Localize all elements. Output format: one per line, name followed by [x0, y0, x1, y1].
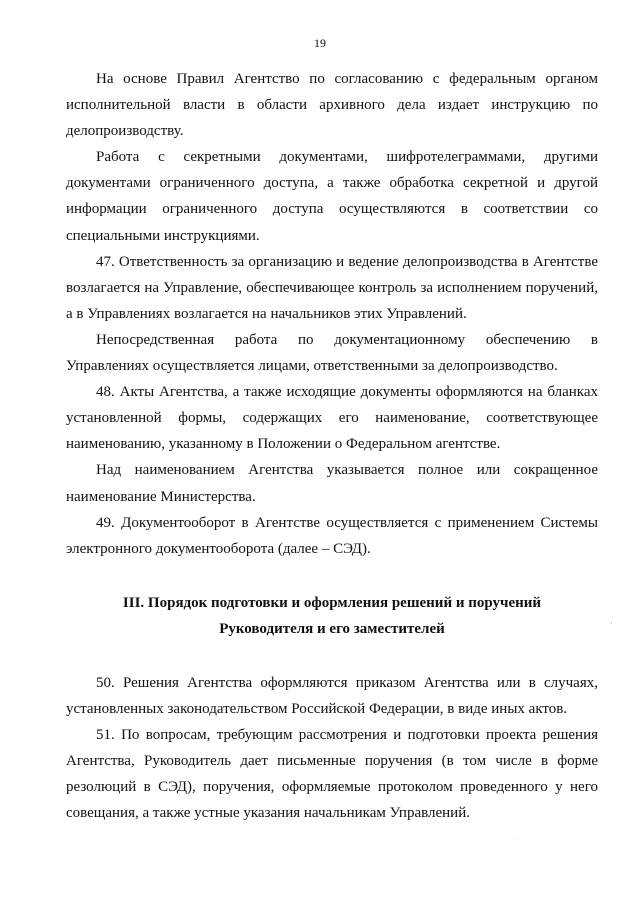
document-body	[66, 66, 598, 826]
scan-speck	[611, 622, 612, 624]
paragraph-50: 50. Решения Агентства оформляются приказом Агентства или в случаях, установленных законодательством Российской Федерации, в виде иных актов.	[66, 674, 598, 717]
page-number: 19	[314, 36, 326, 50]
scan-speck	[516, 838, 517, 839]
paragraph-47: 47. Ответственность за организацию и ведение делопроизводства в Агентстве возлагается на Управление, обеспечивающее контроль за исполнением поручений, а в Управлениях возлагается на начальников этих Управлений.	[66, 253, 598, 322]
paragraph-51: 51. По вопросам, требующим рассмотрения и подготовки проекта решения Агентства, Руководитель дает письменные поручения (в том числе в форме резолюций в СЭД), поручения, оформляемые протоколом проведенного у него совещания, а также устные указания начальникам Управлений.	[66, 726, 598, 822]
paragraph-48: 48. Акты Агентства, а также исходящие документы оформляются на бланках установленной формы, содержащих его наименование, соответствующее наименованию, указанному в Положении о Федеральном агентстве.	[66, 384, 598, 453]
paragraph-secret-documents: Работа с секретными документами, шифротелеграммами, другими документами ограниченного доступа, а также обработка секретной и другой информации ограниченного доступа осуществляются в соответствии со специальными инструкциями.	[66, 149, 598, 244]
section-heading	[66, 590, 598, 642]
paragraph-ministry-name: Над наименованием Агентства указывается полное или сокращенное наименование Министерства.	[66, 462, 598, 505]
paragraph-instruction-on-records: На основе Правил Агентство по согласованию с федеральным органом исполнительной власти в области архивного дела издает инструкцию по делопроизводству.	[66, 71, 598, 140]
section-heading-line-1: III. Порядок подготовки и оформления решений и поручений	[122, 594, 542, 611]
paragraph-49: 49. Документооборот в Агентстве осуществляется с применением Системы электронного документооборота (далее – СЭД).	[66, 514, 598, 557]
paragraph-direct-work: Непосредственная работа по документационному обеспечению в Управлениях осуществляется лицами, ответственными за делопроизводство.	[66, 331, 598, 375]
section-heading-line-2: Руководителя и его заместителей	[219, 620, 445, 637]
